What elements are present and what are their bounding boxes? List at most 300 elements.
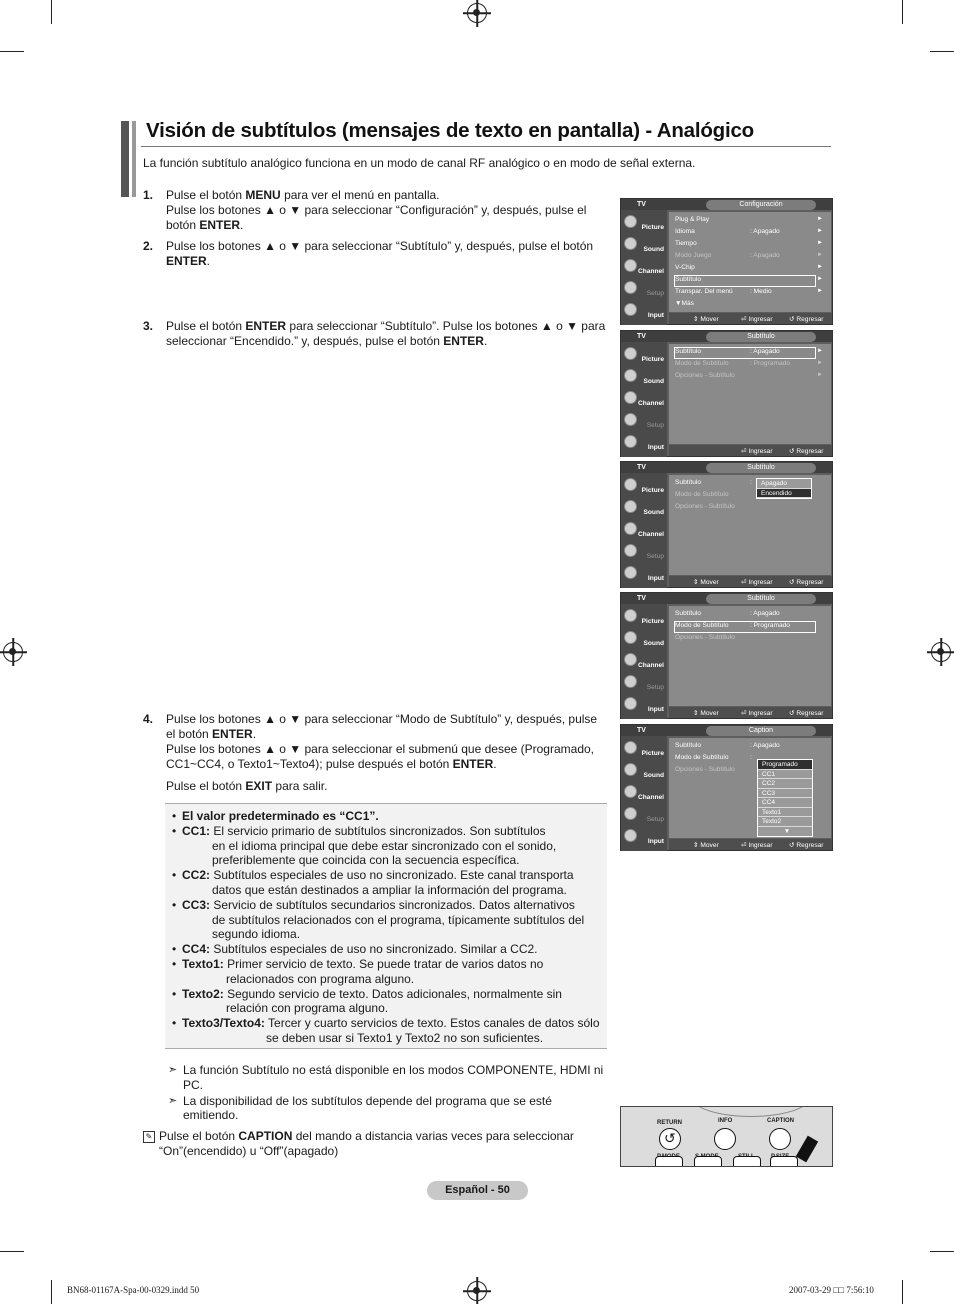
- note-text: Segundo servicio de texto. Datos adicionales, normalmente sin: [223, 986, 562, 1001]
- osd-enter-hint: ⏎ Ingresar: [741, 710, 773, 717]
- osd-title: Subtítulo: [706, 463, 816, 473]
- osd-side-item: [621, 628, 667, 649]
- osd-side-item: [621, 672, 667, 693]
- osd-menu-area: [669, 475, 831, 575]
- osd-header: [621, 593, 832, 604]
- osd-menu-row: [675, 264, 823, 274]
- step-text: para salir.: [272, 779, 328, 793]
- osd-menu-row: [675, 610, 815, 620]
- note-text: Primer servicio de texto. Se puede tratar de varios datos no: [223, 956, 544, 971]
- remark-text: La función Subtítulo no está disponible en los modos COMPONENTE, HDMI ni: [183, 1063, 604, 1077]
- osd-move-hint: ⇕ Mover: [693, 579, 719, 586]
- note-term: Texto3/Texto4:: [182, 1016, 265, 1031]
- step-text: el botón: [166, 727, 213, 741]
- note-text: Subtítulos especiales de uso no sincronizado. Similar a CC2.: [210, 942, 538, 957]
- print-timestamp: 2007-03-29 □□ 7:56:10: [789, 1285, 874, 1295]
- osd-menu-area: [669, 212, 831, 312]
- osd-source: TV: [637, 595, 646, 602]
- step-3: [143, 319, 613, 349]
- remark-text: emitiendo.: [183, 1108, 239, 1123]
- osd-row-label: Opciones - Subtítulo: [675, 634, 735, 641]
- step-text: .: [493, 757, 497, 771]
- osd-row-label: Modo de Subtítulo: [675, 754, 729, 761]
- crop-mark: [51, 0, 52, 24]
- osd-return-hint: ↺ Regresar: [789, 579, 824, 586]
- osd-row-label: Subtítulo: [675, 479, 702, 486]
- crop-mark: [0, 1251, 24, 1252]
- return-button[interactable]: [659, 1128, 681, 1150]
- osd-menu-row: [675, 276, 823, 286]
- step-number: 2.: [143, 239, 154, 253]
- sound-icon: [624, 500, 637, 513]
- osd-row-label: Opciones - Subtítulo: [675, 766, 735, 773]
- osd-side-item: [621, 497, 667, 518]
- osd-enter-hint: ⏎ Ingresar: [741, 448, 773, 455]
- crop-mark: [51, 1280, 52, 1304]
- note-item: • CC2: Subtítulos especiales de uso no sincronizado. Este canal transporta datos que están destinados a ampliar la información del programa.: [172, 868, 607, 898]
- osd-side-label: Sound: [643, 772, 664, 779]
- osd-menu-row: [675, 503, 815, 513]
- step-2: [143, 239, 613, 269]
- osd-menu-row: [675, 252, 823, 262]
- step-text: Pulse los botones ▲ o ▼ para seleccionar “Configuración” y, después, pulse el: [166, 203, 587, 217]
- picture-icon: [624, 741, 637, 754]
- crop-mark: [930, 1251, 954, 1252]
- step-number: 4.: [143, 712, 154, 726]
- caption-button[interactable]: [769, 1128, 791, 1150]
- picture-icon: [624, 215, 637, 228]
- osd-enter-hint: ⏎ Ingresar: [741, 579, 773, 586]
- osd-side-item: [621, 432, 667, 453]
- osd-side-item: [621, 344, 667, 365]
- pmode-button[interactable]: [655, 1156, 683, 1167]
- osd-side-item: [621, 563, 667, 584]
- crop-mark: [0, 51, 24, 52]
- setup-icon: [624, 544, 637, 557]
- osd-move-hint: ⇕ Mover: [693, 710, 719, 717]
- step-4: [143, 712, 613, 794]
- osd-row-label: Subtítulo: [675, 276, 702, 283]
- note-item: • CC1: El servicio primario de subtítulos sincronizados. Son subtítulos en el idioma principal que debe estar sincronizado con el sonido, preferiblemente que coincida con la secuencia específica.: [172, 824, 607, 868]
- registration-mark-icon: [467, 3, 487, 23]
- channel-icon: [624, 653, 637, 666]
- osd-dropdown-option: CC3: [758, 789, 812, 799]
- print-slug: BN68-01167A-Spa-00-0329.indd 50: [67, 1285, 200, 1295]
- right-arrow-icon: ►: [817, 252, 823, 258]
- osd-side-label: Input: [647, 444, 664, 451]
- right-arrow-icon: ►: [817, 228, 823, 234]
- osd-side-label: Channel: [637, 662, 664, 669]
- osd-row-value: : Programado: [750, 622, 790, 629]
- osd-side-item: [621, 650, 667, 671]
- osd-row-value: :: [750, 479, 752, 486]
- note-text: relacionados con programa alguno.: [226, 971, 415, 986]
- picture-icon: [624, 478, 637, 491]
- note-text: preferiblemente que coincida con la secuencia específica.: [212, 853, 520, 868]
- osd-sidebar: [621, 210, 667, 325]
- osd-row-value: : Apagado: [750, 228, 780, 235]
- osd-dropdown: [757, 759, 813, 837]
- osd-enter-hint: ⏎ Ingresar: [741, 316, 773, 323]
- osd-side-label: Sound: [643, 246, 664, 253]
- osd-footer: [669, 445, 832, 456]
- still-button[interactable]: [733, 1156, 761, 1167]
- registration-mark-icon: [931, 642, 951, 662]
- sound-icon: [624, 763, 637, 776]
- osd-return-hint: ↺ Regresar: [789, 710, 824, 717]
- osd-side-item: [621, 738, 667, 759]
- osd-menu-row: [675, 622, 815, 632]
- osd-side-item: [621, 826, 667, 847]
- osd-side-item: [621, 212, 667, 233]
- step-text: para seleccionar “Subtítulo”. Pulse los botones ▲ o ▼ para: [286, 319, 606, 333]
- remark-item: [168, 1094, 608, 1124]
- note-term: CC1:: [182, 823, 211, 838]
- right-arrow-icon: ►: [817, 360, 823, 366]
- osd-row-label: Modo Juego: [675, 252, 712, 259]
- setup-icon: [624, 807, 637, 820]
- osd-row-label: Modo de Subtítulo: [675, 622, 729, 629]
- osd-side-item: [621, 256, 667, 277]
- remote-control-image: [620, 1106, 833, 1167]
- osd-sidebar: [621, 342, 667, 457]
- osd-menu-row: [675, 634, 815, 644]
- osd-dropdown-option: Texto2: [758, 817, 812, 827]
- osd-side-item: [621, 519, 667, 540]
- osd-side-item: [621, 804, 667, 825]
- osd-row-value: : Apagado: [750, 610, 780, 617]
- osd-side-item: [621, 541, 667, 562]
- step-text: CC1~CC4, o Texto1~Texto4); pulse después el botón: [166, 757, 453, 771]
- osd-side-label: Setup: [646, 422, 664, 429]
- step-text: Pulse los botones ▲ o ▼ para seleccionar “Subtítulo” y, después, pulse el botón: [166, 239, 594, 253]
- osd-menu-area: [669, 606, 831, 706]
- right-arrow-icon: ►: [817, 264, 823, 270]
- page-title: Visión de subtítulos (mensajes de texto en pantalla) - Analógico: [146, 119, 755, 142]
- step-text: Pulse el botón: [166, 319, 246, 333]
- step-text: seleccionar “Encendido.” y, después, pulse el botón: [166, 334, 444, 348]
- osd-footer: [669, 313, 832, 324]
- osd-move-hint: ⇕ Mover: [693, 316, 719, 323]
- step-key: ENTER: [452, 757, 494, 771]
- osd-footer: [669, 707, 832, 718]
- osd-side-item: [621, 234, 667, 255]
- caption-note: [143, 1129, 593, 1159]
- right-arrow-icon: ►: [817, 372, 823, 378]
- osd-return-hint: ↺ Regresar: [789, 842, 824, 849]
- setup-icon: [624, 413, 637, 426]
- osd-row-label: Opciones - Subtítulo: [675, 372, 735, 379]
- step-key: ENTER: [245, 319, 287, 333]
- right-arrow-icon: ►: [817, 216, 823, 222]
- osd-source: TV: [637, 201, 646, 208]
- osd-side-label: Picture: [641, 356, 664, 363]
- arrow-icon: ➣: [168, 1064, 178, 1076]
- osd-menu-row: [675, 240, 823, 250]
- osd-side-label: Channel: [637, 794, 664, 801]
- osd-dropdown: [756, 478, 812, 499]
- osd-source: TV: [637, 727, 646, 734]
- note-term: Texto1:: [182, 956, 224, 971]
- osd-menu-row: [675, 372, 823, 382]
- osd-side-label: Sound: [643, 378, 664, 385]
- note-item: • Texto1: Primer servicio de texto. Se puede tratar de varios datos no relacionados con programa alguno.: [172, 957, 607, 987]
- crop-mark: [902, 1280, 903, 1304]
- osd-side-label: Input: [647, 838, 664, 845]
- osd-sidebar: [621, 473, 667, 588]
- osd-menu-row: [675, 300, 815, 310]
- step-key: ENTER: [166, 254, 207, 268]
- osd-sidebar: [621, 736, 667, 851]
- step-key: MENU: [245, 188, 281, 202]
- osd-side-label: Input: [647, 312, 664, 319]
- osd-dropdown-option: Encendido: [757, 489, 811, 499]
- return-icon: ↺: [664, 1130, 676, 1146]
- input-icon: [624, 435, 637, 448]
- step-number: 1.: [143, 188, 154, 202]
- osd-row-value: : Apagado: [750, 348, 780, 355]
- remarks: [168, 1063, 608, 1124]
- note-text: Tercer y cuarto servicios de texto. Estos canales de datos sólo: [264, 1016, 600, 1031]
- osd-row-value: :: [750, 754, 752, 761]
- osd-row-value: : Medio: [750, 288, 772, 295]
- note-text: relación con programa alguno.: [226, 1001, 389, 1016]
- osd-menu-row: [675, 360, 823, 370]
- osd-side-label: Sound: [643, 640, 664, 647]
- input-icon: [624, 303, 637, 316]
- step-text: .: [240, 218, 244, 232]
- osd-header: [621, 199, 832, 210]
- osd-row-label: Plug & Play: [675, 216, 710, 223]
- right-arrow-icon: ►: [817, 276, 823, 282]
- osd-enter-hint: ⏎ Ingresar: [741, 842, 773, 849]
- osd-dropdown-option: Texto1: [758, 808, 812, 818]
- note-term: CC4:: [182, 942, 211, 957]
- picture-icon: [624, 347, 637, 360]
- setup-icon: [624, 281, 637, 294]
- note-text: del mando a distancia varias veces para seleccionar: [292, 1129, 574, 1143]
- note-text: El servicio primario de subtítulos sincronizados. Son subtítulos: [210, 823, 546, 838]
- osd-source: TV: [637, 333, 646, 340]
- notes-box: [165, 803, 607, 1049]
- osd-side-label: Input: [647, 575, 664, 582]
- osd-row-value: : Programado: [750, 360, 790, 367]
- right-arrow-icon: ►: [817, 348, 823, 354]
- step-1: [143, 188, 613, 233]
- registration-mark-icon: [3, 642, 23, 662]
- picture-icon: [624, 609, 637, 622]
- osd-side-label: Sound: [643, 509, 664, 516]
- osd-row-label: ▼Más: [675, 300, 694, 307]
- info-label: INFO: [718, 1118, 733, 1124]
- remark-item: [168, 1063, 608, 1093]
- osd-dropdown-option: CC2: [758, 779, 812, 789]
- osd-side-item: [621, 388, 667, 409]
- osd-side-item: [621, 278, 667, 299]
- osd-move-hint: ⇕ Mover: [693, 842, 719, 849]
- crop-mark: [930, 51, 954, 52]
- step-text: .: [483, 334, 488, 348]
- psize-button[interactable]: [770, 1156, 798, 1167]
- osd-side-label: Setup: [646, 684, 664, 691]
- osd-side-label: Setup: [646, 290, 664, 297]
- osd-menu-row: [675, 288, 823, 298]
- note-icon: ✎: [143, 1131, 155, 1143]
- step-key: ENTER: [199, 218, 241, 232]
- osd-side-item: [621, 366, 667, 387]
- step-key: ENTER: [443, 334, 484, 348]
- note-term: CC3:: [182, 897, 211, 912]
- osd-side-item: [621, 782, 667, 803]
- page-number: Español - 50: [427, 1181, 528, 1200]
- osd-row-label: Subtítulo: [675, 610, 702, 617]
- step-text: Pulse los botones ▲ o ▼ para seleccionar el submenú que desee (Programado,: [166, 742, 594, 756]
- osd-row-label: Transpar. Del menú: [675, 288, 733, 295]
- note-term: Texto2:: [182, 986, 224, 1001]
- osd-row-label: Idioma: [675, 228, 695, 235]
- osd-sidebar: [621, 604, 667, 719]
- osd-menu-2: [620, 330, 833, 457]
- note-item: • Texto3/Texto4: Tercer y cuarto servicios de texto. Estos canales de datos sólo se deben usar si Texto1 y Texto2 no son suficientes.: [172, 1016, 607, 1046]
- note-item: • Texto2: Segundo servicio de texto. Datos adicionales, normalmente sin relación con programa alguno.: [172, 987, 607, 1017]
- registration-mark-icon: [467, 1281, 487, 1301]
- osd-side-item: [621, 475, 667, 496]
- note-text: segundo idioma.: [212, 927, 301, 942]
- right-arrow-icon: ►: [817, 288, 823, 294]
- osd-title: Subtítulo: [706, 594, 816, 604]
- note-item: • CC3: Servicio de subtítulos secundarios sincronizados. Datos alternativos de subtítulos relacionados con el programa, típicamente subtítulos del segundo idioma.: [172, 898, 607, 942]
- osd-dropdown-option: Apagado: [757, 479, 811, 489]
- osd-menu-area: [669, 344, 831, 444]
- step-text: para ver el menú en pantalla.: [280, 188, 440, 202]
- info-button[interactable]: [714, 1128, 736, 1150]
- osd-side-label: Channel: [637, 400, 664, 407]
- note-term: CC2:: [182, 868, 211, 883]
- step-key: EXIT: [245, 779, 273, 793]
- pointer-arrow-icon: [796, 1136, 818, 1163]
- remark-text: PC.: [183, 1077, 204, 1092]
- osd-menu-row: [675, 742, 815, 752]
- osd-header: [621, 725, 832, 736]
- smode-button[interactable]: [694, 1156, 722, 1167]
- setup-icon: [624, 675, 637, 688]
- sound-icon: [624, 369, 637, 382]
- osd-dropdown-option: Programado: [758, 760, 812, 770]
- osd-header: [621, 462, 832, 473]
- osd-menu-1: [620, 198, 833, 325]
- sound-icon: [624, 631, 637, 644]
- osd-side-label: Channel: [637, 531, 664, 538]
- channel-icon: [624, 259, 637, 272]
- osd-side-item: [621, 694, 667, 715]
- osd-dropdown-option: CC4: [758, 798, 812, 808]
- osd-row-label: Subtítulo: [675, 742, 702, 749]
- osd-row-label: Opciones - Subtítulo: [675, 503, 735, 510]
- step-text: .: [252, 727, 257, 741]
- remark-text: La disponibilidad de los subtítulos depende del programa que se esté: [183, 1093, 552, 1108]
- note-text: de subtítulos relacionados con el programa, típicamente subtítulos del: [212, 912, 585, 927]
- intro-text: La función subtítulo analógico funciona en un modo de canal RF analógico o en modo de señal externa.: [143, 156, 696, 170]
- step-number: 3.: [143, 319, 154, 333]
- osd-footer: [669, 576, 832, 587]
- osd-return-hint: ↺ Regresar: [789, 316, 824, 323]
- note-text: “On”(encendido) u “Off”(apagado): [159, 1143, 339, 1158]
- step-key: ENTER: [212, 727, 253, 741]
- step-text: botón: [166, 218, 200, 232]
- channel-icon: [624, 391, 637, 404]
- osd-return-hint: ↺ Regresar: [789, 448, 824, 455]
- input-icon: [624, 697, 637, 710]
- osd-row-label: Modo de Subtítulo: [675, 491, 729, 498]
- osd-menu-5: [620, 724, 833, 851]
- osd-row-value: : Apagado: [750, 252, 780, 259]
- step-text: .: [206, 254, 211, 268]
- osd-header: [621, 331, 832, 342]
- osd-title: Configuración: [706, 200, 816, 210]
- input-icon: [624, 829, 637, 842]
- osd-dropdown-option: ▼: [783, 827, 791, 835]
- note-key: CAPTION: [238, 1129, 293, 1143]
- note-term: El valor predeterminado es “CC1”.: [182, 809, 379, 823]
- step-text: Pulse el botón: [166, 779, 246, 793]
- channel-icon: [624, 522, 637, 535]
- note-item: • CC4: Subtítulos especiales de uso no sincronizado. Similar a CC2.: [172, 942, 538, 957]
- note-text: en el idioma principal que debe estar sincronizado con el sonido,: [212, 838, 557, 853]
- osd-side-item: [621, 300, 667, 321]
- crop-mark: [902, 0, 903, 24]
- step-text: Pulse el botón: [166, 188, 246, 202]
- osd-title: Caption: [706, 726, 816, 736]
- title-accent-bar: [121, 121, 129, 197]
- osd-row-label: Modo de Subtítulo: [675, 360, 729, 367]
- right-arrow-icon: ►: [817, 240, 823, 246]
- osd-row-value: : Apagado: [750, 742, 780, 749]
- osd-row-label: Tiempo: [675, 240, 697, 247]
- osd-menu-row: [675, 216, 823, 226]
- channel-icon: [624, 785, 637, 798]
- title-accent-bar: [132, 121, 136, 197]
- osd-side-label: Input: [647, 706, 664, 713]
- note-text: se deben usar si Texto1 y Texto2 no son suficientes.: [266, 1030, 544, 1045]
- osd-footer: [669, 839, 832, 850]
- osd-side-item: [621, 410, 667, 431]
- osd-side-item: [621, 606, 667, 627]
- osd-dropdown-option: CC1: [758, 770, 812, 780]
- osd-side-label: Channel: [637, 268, 664, 275]
- sound-icon: [624, 237, 637, 250]
- osd-side-label: Setup: [646, 816, 664, 823]
- osd-row-label: Subtítulo: [675, 348, 702, 355]
- osd-source: TV: [637, 464, 646, 471]
- input-icon: [624, 566, 637, 579]
- osd-row-label: V-Chip: [675, 264, 695, 271]
- osd-side-label: Picture: [641, 618, 664, 625]
- osd-menu-area: [669, 738, 831, 838]
- note-text: Pulse el botón: [159, 1129, 239, 1143]
- osd-menu-row: [675, 228, 823, 238]
- arrow-icon: ➣: [168, 1094, 178, 1107]
- caption-label: CAPTION: [767, 1118, 794, 1124]
- osd-title: Subtítulo: [706, 332, 816, 342]
- note-item: • El valor predeterminado es “CC1”.: [172, 809, 379, 823]
- osd-side-label: Picture: [641, 750, 664, 757]
- osd-side-label: Setup: [646, 553, 664, 560]
- title-divider: [141, 146, 831, 147]
- osd-side-item: [621, 760, 667, 781]
- note-text: Servicio de subtítulos secundarios sincronizados. Datos alternativos: [210, 897, 575, 912]
- return-label: RETURN: [657, 1120, 682, 1126]
- step-text: Pulse los botones ▲ o ▼ para seleccionar “Modo de Subtítulo” y, después, pulse: [166, 712, 598, 726]
